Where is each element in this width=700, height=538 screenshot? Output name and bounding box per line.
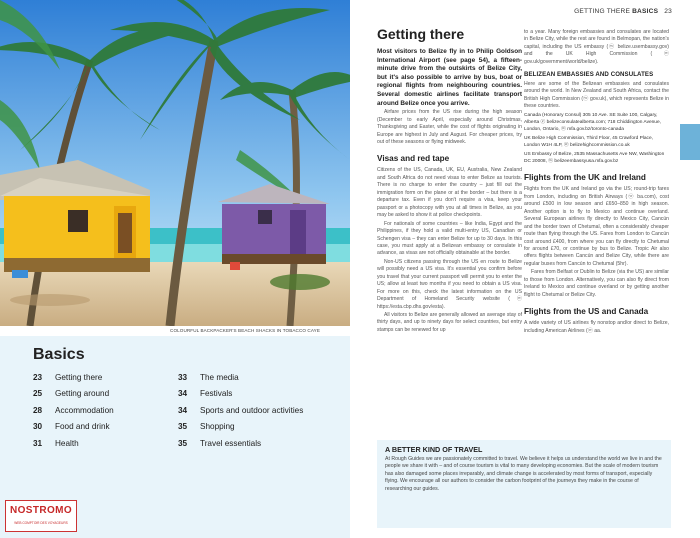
toc-label: Sports and outdoor activities xyxy=(200,405,304,415)
toc-label: Food and drink xyxy=(55,422,110,432)
toc-label: Getting around xyxy=(55,389,110,399)
embassy-us: US Embassy of Belize, 2535 Massachusetts Ave NW, Washington DC 20008, ⓦ belizeembassyusa.mfa.gov.bz xyxy=(524,151,665,164)
toc-entry[interactable] xyxy=(33,419,114,435)
running-head-section: GETTING THERE xyxy=(574,8,631,15)
visas-paragraph-4: All visitors to Belize are generally allowed an average stay of thirty days, and up to ninety days for select countries, but entry stamps can be renewed for up xyxy=(377,312,522,333)
toc-entry[interactable] xyxy=(178,370,303,386)
toc-label: Festivals xyxy=(200,389,233,399)
us-canada-paragraph: A wide variety of US airlines fly nonstop and/or direct to Belize, including American Airlines (ⓦ aa. xyxy=(524,320,669,334)
text-column-2 xyxy=(524,29,669,336)
toc-label: The media xyxy=(200,373,239,382)
toc-page: 28 xyxy=(33,405,43,415)
text-column-1 xyxy=(377,26,522,335)
toc-entry[interactable] xyxy=(33,436,114,452)
toc-page: 35 xyxy=(178,438,188,448)
logo-name: NOSTROMO xyxy=(9,505,73,516)
uk-ireland-paragraph-1: Flights from the UK and Ireland go via the US; round-trip fares from London, including on British Airways (ⓦ ba.com), cost around £500 in low season and £650–850 in high season. Another option is to fly to Mexico and continue overland. Several European airlines fly directly to Mexico City, Cancún and the border town of Chetumal, often a considerably cheaper route than flying through the US. Fares from London to Cancún cost around £400, from where you can fly directly to Chetumal for around £70, or continue by bus to Belize. Tropic Air also offers flights between Cancún and Belize City, while there are regular buses from Cancún to Chetumal (5hr). xyxy=(524,186,669,267)
toc-page: 31 xyxy=(33,438,43,448)
embassy-canada: Canada (Honorary Consul) 305 10 Ave. SE Suite 100, Calgary, Alberta ⓔ belizeconsulatealberta.com; 718 Chiddington Avenue, London, Ontario, ⓦ mfa.gov.bz/toronto-canada xyxy=(524,112,661,133)
us-canada-heading: Flights from the US and Canada xyxy=(524,307,649,317)
toc-left-column xyxy=(33,370,114,452)
page-number: 23 xyxy=(664,8,672,15)
visas-heading: Visas and red tape xyxy=(377,154,450,164)
basics-title: Basics xyxy=(33,346,85,363)
visas-paragraph-1: Citizens of the US, Canada, UK, EU, Australia, New Zealand and South Africa do not need visas to enter Belize as tourists. There is no charge to enter the country – just fill out the immigration form on the plane or at the border – but there is a departure tax. Even if you don't require a visa, keep your passport or a photocopy with you at all times in Belize, as you may be asked to show it at police checkpoints. xyxy=(377,167,522,219)
toc-entry[interactable] xyxy=(178,386,303,402)
toc-entry[interactable] xyxy=(33,403,114,419)
toc-page: 34 xyxy=(178,405,188,415)
toc-label: Getting there xyxy=(55,373,103,382)
toc-entry[interactable] xyxy=(33,370,114,386)
toc-page: 34 xyxy=(178,389,188,399)
toc-page: 23 xyxy=(33,373,43,382)
section-tab xyxy=(680,124,700,160)
photo-caption: COLOURFUL BACKPACKER'S BEACH SHACKS IN TOBACCO CAYE xyxy=(170,328,320,333)
embassies-paragraph: Here are some of the Belizean embassies and consulates around the world. In New Zealand and South Africa, contact the British High Commission (ⓦ gov.uk), which represents Belize in these countries. xyxy=(524,80,669,110)
visas-paragraph-2: For nationals of some countries – like India, Egypt and the Philippines, if they hold a valid multi-entry US, Canadian or Schengen visa – they can enter Belize for up to 30 days. In this case, you must apply at a Belizean embassy or consulate in advance, as visas are not officially obtainable at the border. xyxy=(377,220,522,257)
better-travel-box xyxy=(377,440,671,528)
box-title: A BETTER KIND OF TRAVEL xyxy=(385,445,483,454)
toc-page: 30 xyxy=(33,422,43,432)
embassies-heading: BELIZEAN EMBASSIES AND CONSULATES xyxy=(524,71,654,79)
airfares-paragraph: Airfare prices from the US rise during the high season (December to early April, especially around Christmas, Thanksgiving and Easter, while the cost of flights originating in Europe are highest in July and August. For cheaper prices, try out of these seasons or flying midweek. xyxy=(377,109,522,145)
toc-right-column xyxy=(178,370,303,452)
continued-paragraph: to a year. Many foreign embassies and consulates are located in Belize City, while the rest are found in Belmopan, the nation's capital, including the US embassy (ⓦ belize.usembassy.gov) and the UK High Commission (ⓦ gov.uk/government/world/belize). xyxy=(524,29,669,65)
visas-paragraph-3: Non-US citizens passing through the US en route to Belize will possibly need a US visa. It's essential you confirm before you travel that your current passport will permit you to enter the US; allow at least two months if you need to obtain a US visa. For more on this, check the latest information on the US Department of Homeland Security website (ⓦ https://esta.cbp.dhs.gov/esta). xyxy=(377,258,522,310)
nostromo-logo xyxy=(5,500,77,532)
page-title: Getting there xyxy=(377,26,465,42)
running-head xyxy=(574,8,672,15)
running-head-subsection: BASICS xyxy=(632,8,659,15)
toc-entry[interactable] xyxy=(33,386,114,402)
toc-entry[interactable] xyxy=(178,436,303,452)
box-text: At Rough Guides we are passionately committed to travel. We believe it helps us understand the world we live in and the people we share it with – and of course tourism is vital to many developing economies. But the scale of modern tourism has also damaged some places irreparably, and climate change is accelerated by most forms of transport, especially flying. We encourage all our authors to consider the carbon footprint of the journeys they make in the course of researching our guides. xyxy=(385,456,662,492)
uk-ireland-heading: Flights from the UK and Ireland xyxy=(524,173,646,183)
intro-paragraph: Most visitors to Belize fly in to Philip Goldson International Airport (see page 54), a fifteen-minute drive from the outskirts of Belize City, but it's also possible to arrive by bus, boat or regional flights from neighbouring countries. Several domestic airlines facilitate transport around Belize once you arrive. xyxy=(377,48,522,107)
toc-label: Health xyxy=(55,438,79,448)
right-page xyxy=(350,0,700,538)
toc-label: Travel essentials xyxy=(200,438,262,448)
uk-ireland-paragraph-2: Fares from Belfast or Dublin to Belize (via the US) are similar to those from London. Alternatively, you can also fly direct from Ireland to Mexico and continue overland or by getting another flight to Chetumal or Belize City. xyxy=(524,269,669,298)
photo-illustration xyxy=(0,0,350,326)
toc-label: Accommodation xyxy=(55,405,114,415)
toc-label: Shopping xyxy=(200,422,235,432)
beach-shacks-photo xyxy=(0,0,350,326)
toc-entry[interactable] xyxy=(178,419,303,435)
logo-tagline: WEB COMPTOIR DES VOYAGEURS xyxy=(14,521,68,525)
toc-page: 33 xyxy=(178,373,188,382)
toc-entry[interactable] xyxy=(178,403,303,419)
toc-page: 35 xyxy=(178,422,188,432)
embassy-uk: UK Belize High Commission, Third Floor, 45 Crawford Place, London W1H 4LP, ⓦ belizehighcommission.co.uk xyxy=(524,135,653,149)
toc-page: 25 xyxy=(33,389,43,399)
